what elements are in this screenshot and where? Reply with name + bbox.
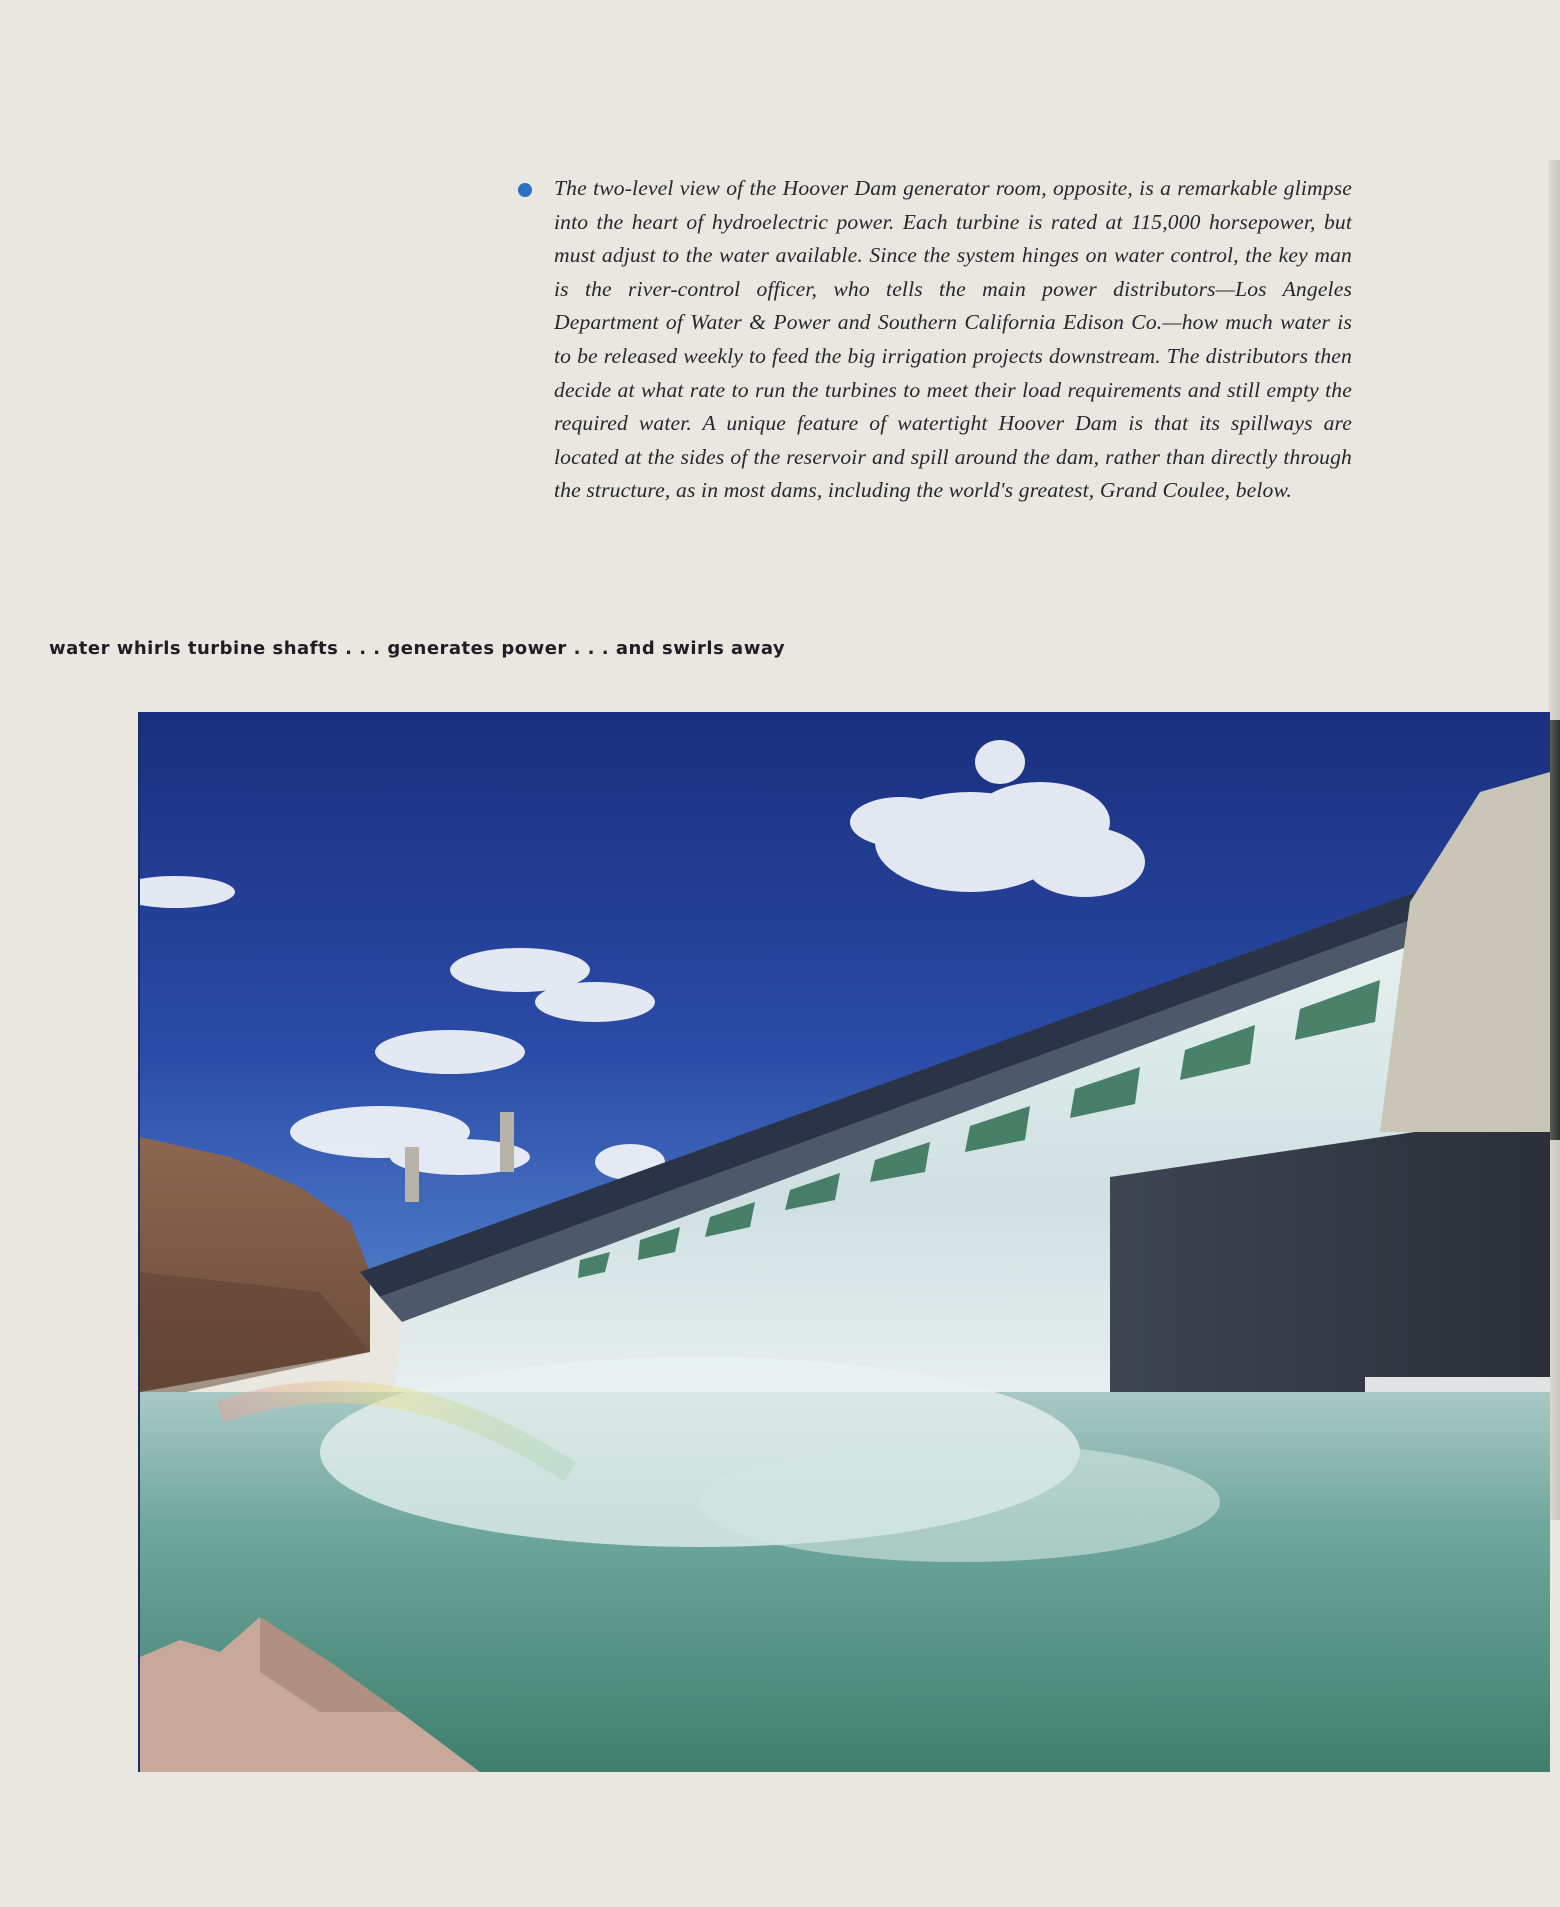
pier-left — [405, 1147, 419, 1202]
pier-mid — [500, 1112, 514, 1172]
page-edge-shadow — [1550, 720, 1560, 1140]
photo-caption: water whirls turbine shafts . . . generates power . . . and swirls away — [49, 638, 786, 659]
bullet-dot — [518, 183, 532, 197]
article-body-text: The two-level view of the Hoover Dam generator room, opposite, is a remarkable glimpse into the heart of hydroelectric power. Each turbine is rated at 115,000 horsepower, but must adjust to the water available. Since the system hinges on water control, the key man is the river-control officer, who tells the main power distributors—Los Angeles Department of Water & Power and Southern California Edison Co.—how much water is to be released weekly to feed the big irrigation projects downstream. The distributors then decide at what rate to run the turbines to meet their load requirements and still empty the required water. A unique feature of watertight Hoover Dam is that its spillways are located at the sides of the reservoir and spill around the dam, rather than directly through the structure, as in most dams, including the world's greatest, Grand Coulee, below. — [554, 176, 1352, 503]
dam-photo — [138, 712, 1550, 1772]
spray-foam — [700, 1442, 1220, 1562]
